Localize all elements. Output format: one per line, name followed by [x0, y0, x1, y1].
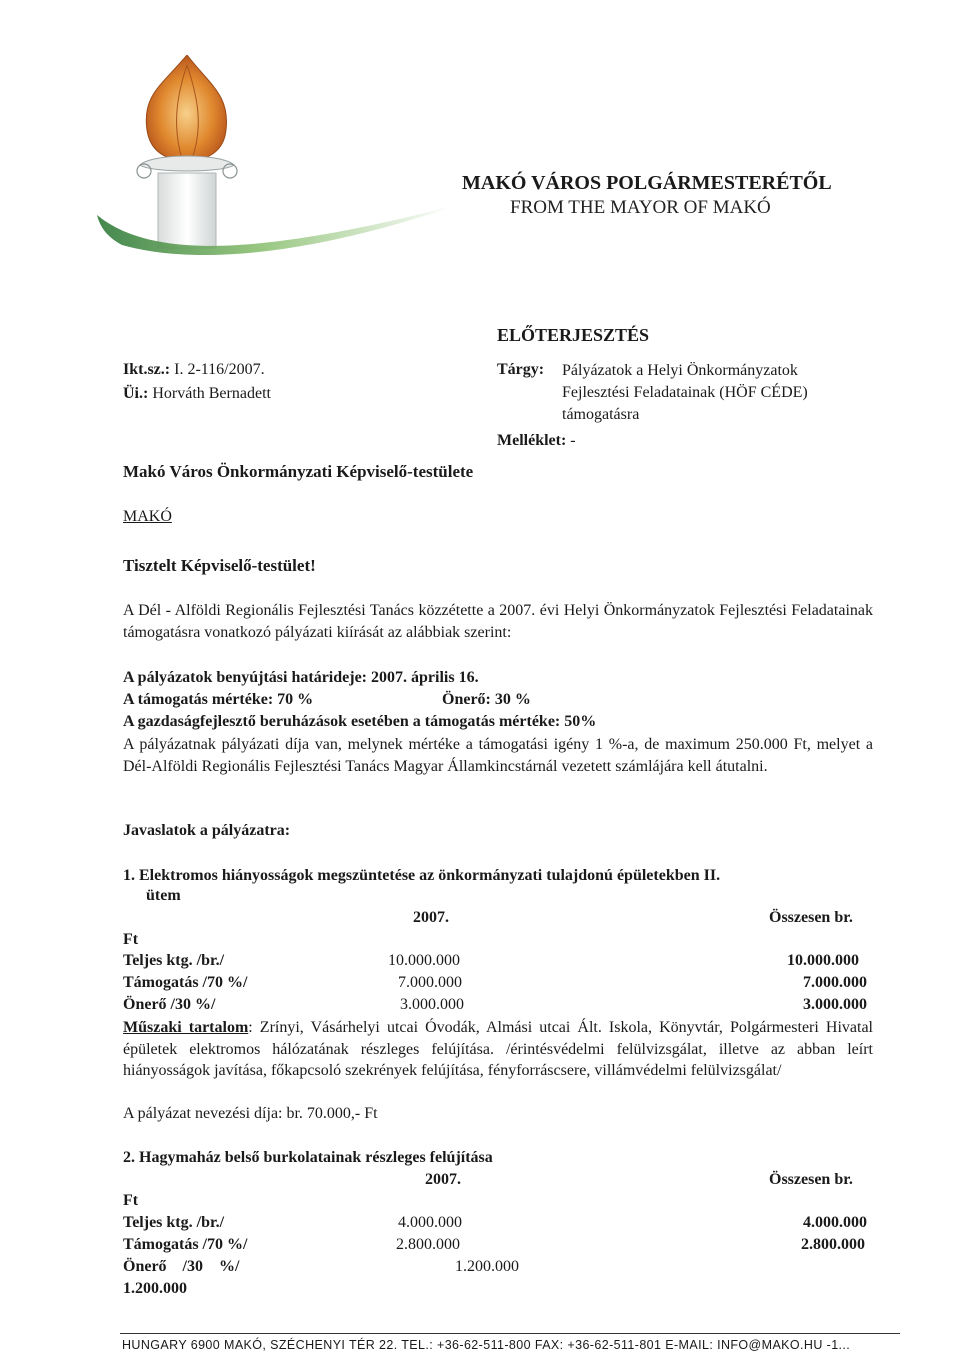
project1-title-line1: 1. Elektromos hiányosságok megszüntetése az önkormányzati tulajdonú épületekben II.: [123, 867, 721, 884]
project2-col-total: Összesen br.: [769, 1171, 853, 1188]
tech-label: Műszaki tartalom: [123, 1019, 249, 1036]
project1-unit: Ft: [123, 931, 139, 948]
letterhead-title-en: FROM THE MAYOR OF MAKÓ: [510, 197, 771, 218]
economic-rate: A gazdaságfejlesztő beruházások esetében a támogatás mértéke: 50%: [123, 713, 597, 730]
project1-row-label: Önerő /30 %/: [123, 996, 216, 1013]
deadline: A pályázatok benyújtási határideje: 2007. április 16.: [123, 669, 479, 686]
project1-row-total: 3.000.000: [803, 996, 867, 1013]
iktsz-label: Ikt.sz.:: [123, 361, 171, 378]
footer-address: HUNGARY 6900 MAKÓ, SZÉCHENYI TÉR 22. TEL.: +36-62-511-800 FAX: +36-62-511-801 E-MAIL: INFO@MAKO.HU -1...: [122, 1338, 851, 1352]
project1-row-year: 10.000.000: [388, 952, 460, 969]
project1-title-line2: ütem: [146, 887, 181, 904]
own-contribution: Önerő: 30 %: [442, 691, 531, 708]
project1-fee: A pályázat nevezési díja: br. 70.000,- Ft: [123, 1105, 378, 1122]
project2-own-label: Önerő /30 %/: [123, 1258, 240, 1275]
project1-row-year: 3.000.000: [400, 996, 464, 1013]
project2-row-year: 2.800.000: [396, 1236, 460, 1253]
project1-tech-content: [123, 1017, 873, 1082]
attachment-label: Melléklet:: [497, 432, 567, 449]
tech-text: : Zrínyi, Vásárhelyi utcai Óvodák, Almási utcai Ált. Iskola, Könyvtár, Polgármesteri Hivatal épületek elektromos hálózatának részleges felújítása. /érintésvédelmi felülvizsgálat, illetve az abban leírt hiányosságok javítása, főkapcsoló szekrények felújítása, fényforráscsere, villámvédelmi felülvizsgálat/: [123, 1019, 873, 1079]
project2-own-year: 1.200.000: [455, 1258, 519, 1275]
attachment-value: -: [570, 432, 576, 449]
project2-row-total: 2.800.000: [801, 1236, 865, 1253]
footer-divider: [120, 1333, 900, 1334]
recipient-line-2: MAKÓ: [123, 508, 172, 525]
project2-row-label: Teljes ktg. /br./: [123, 1214, 225, 1231]
subject-line-3: támogatásra: [562, 406, 640, 423]
proposals-heading: Javaslatok a pályázatra:: [123, 822, 291, 839]
support-rate: A támogatás mértéke: 70 %: [123, 691, 314, 708]
subject-label: Tárgy:: [497, 361, 545, 378]
project2-own-total: 1.200.000: [123, 1280, 187, 1297]
subject-line-2: Fejlesztési Feladatainak (HÖF CÉDE): [562, 384, 808, 401]
project1-row-year: 7.000.000: [398, 974, 462, 991]
project2-row-label: Támogatás /70 %/: [123, 1236, 248, 1253]
project2-col-year: 2007.: [425, 1171, 461, 1188]
subject-line-1: Pályázatok a Helyi Önkormányzatok: [562, 362, 798, 379]
ui-label: Üi.:: [123, 385, 149, 402]
iktsz-value: I. 2-116/2007.: [174, 361, 265, 378]
reference-number: [123, 360, 265, 380]
project2-title: 2. Hagymaház belső burkolatainak részleges felújítása: [123, 1149, 493, 1166]
project1-col-year: 2007.: [413, 909, 449, 926]
letterhead-title-hu: MAKÓ VÁROS POLGÁRMESTERÉTŐL: [462, 172, 832, 194]
project1-row-total: 7.000.000: [803, 974, 867, 991]
project1-row-label: Támogatás /70 %/: [123, 974, 248, 991]
fee-paragraph: A pályázatnak pályázati díja van, melynek mértéke a támogatási igény 1 %-a, de maximum 250.000 Ft, melyet a Dél-Alföldi Regionális Fejlesztési Tanács Magyar Államkincstárnál vezetett számlájára kell átutalni.: [123, 736, 873, 775]
salutation: Tisztelt Képviselő-testület!: [123, 556, 316, 575]
project1-row-label: Teljes ktg. /br./: [123, 952, 225, 969]
project2-unit: Ft: [123, 1192, 139, 1209]
attachment: [497, 431, 576, 451]
project1-row-total: 10.000.000: [787, 952, 859, 969]
project2-row-total: 4.000.000: [803, 1214, 867, 1231]
ui-value: Horváth Bernadett: [152, 385, 271, 402]
document-type: ELŐTERJESZTÉS: [497, 325, 650, 345]
recipient-line-1: Makó Város Önkormányzati Képviselő-testülete: [123, 462, 474, 481]
clerk: [123, 384, 271, 404]
intro-paragraph: A Dél - Alföldi Regionális Fejlesztési Tanács közzétette a 2007. évi Helyi Önkormányzatok Fejlesztési Feladatainak támogatásra vonatkozó pályázati kiírását az alábbiak szerint:: [123, 602, 873, 641]
project1-col-total: Összesen br.: [769, 909, 853, 926]
project2-row-year: 4.000.000: [398, 1214, 462, 1231]
city-logo: [92, 55, 462, 270]
